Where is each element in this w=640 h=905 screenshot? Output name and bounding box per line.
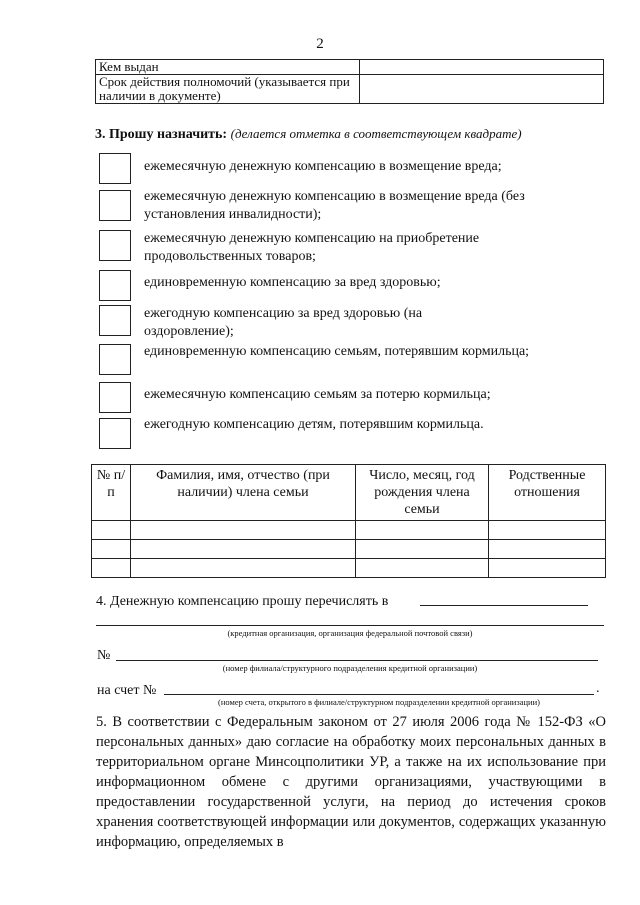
table-row <box>96 75 604 104</box>
account-caption: (номер счета, открытого в филиале/структурном подразделении кредитной организации) <box>218 697 540 707</box>
table-row <box>92 540 606 559</box>
option-label: ежегодную компенсацию за вред здоровью (на оздоровление); <box>144 306 423 339</box>
bank-caption: (кредитная организация, организация федеральной почтовой связи) <box>227 628 473 638</box>
option-label: ежемесячную денежную компенсацию в возмещение вреда (без установления инвалидности); <box>144 189 525 222</box>
table-row <box>92 559 606 578</box>
bank-field[interactable] <box>420 605 588 606</box>
issuer-table <box>95 59 604 104</box>
col-full-name: Фамилия, имя, отчество (при наличии) члена семьи <box>131 465 356 521</box>
bank-field-line[interactable] <box>96 625 604 626</box>
option-checkbox[interactable] <box>99 418 131 449</box>
issued-by-label: Кем выдан <box>96 60 360 75</box>
account-number-field[interactable] <box>164 694 594 695</box>
table-cell[interactable] <box>356 521 489 540</box>
issued-by-value[interactable] <box>360 60 604 75</box>
section3-heading <box>95 126 522 143</box>
option-label: единовременную компенсацию семьям, потерявшим кормильца; <box>144 344 530 359</box>
validity-value[interactable] <box>360 75 604 104</box>
section3-hint: (делается отметка в соответствующем квадрате) <box>230 126 522 141</box>
col-birth-date: Число, месяц, год рождения члена семьи <box>356 465 489 521</box>
consent-paragraph: 5. В соответствии с Федеральным законом от 27 июля 2006 года № 152-ФЗ «О персональных данных» даю согласие на обработку моих персональных данных в территориальном органе Минсоцполитики УР, а также на их использование при информационном обмене с другими организациями, участвующими в предоставлении государственной услуги, на период до истечения сроков хранения соответствующей информации или документов, содержащих указанную информацию, определяемых в <box>96 714 606 850</box>
col-relationship: Родственные отношения <box>489 465 606 521</box>
table-cell[interactable] <box>92 521 131 540</box>
option-checkbox[interactable] <box>99 190 131 221</box>
option-checkbox[interactable] <box>99 305 131 336</box>
branch-number-field[interactable] <box>116 660 598 661</box>
table-cell[interactable] <box>92 559 131 578</box>
option-label: единовременную компенсацию за вред здоровью; <box>144 275 441 290</box>
table-cell[interactable] <box>489 521 606 540</box>
family-table <box>91 464 606 578</box>
col-number: № п/п <box>92 465 131 521</box>
option-label: ежемесячную денежную компенсацию в возмещение вреда; <box>144 159 502 174</box>
option-checkbox[interactable] <box>99 382 131 413</box>
table-cell[interactable] <box>131 559 356 578</box>
table-header-row <box>92 465 606 521</box>
option-label: ежемесячную компенсацию семьям за потерю кормильца; <box>144 387 491 402</box>
section3-title: 3. Прошу назначить: <box>95 127 228 142</box>
account-period: . <box>596 681 600 696</box>
account-label: на счет № <box>97 683 157 698</box>
table-cell[interactable] <box>356 559 489 578</box>
branch-caption: (номер филиала/структурного подразделения кредитной организации) <box>222 663 478 673</box>
validity-label: Срок действия полномочий (указывается при наличии в документе) <box>96 75 360 104</box>
section4-text: 4. Денежную компенсацию прошу перечислять в <box>96 594 389 609</box>
table-cell[interactable] <box>131 540 356 559</box>
option-label: ежемесячную денежную компенсацию на приобретение продовольственных товаров; <box>144 231 480 264</box>
page-number: 2 <box>316 36 324 52</box>
branch-number-label: № <box>97 648 111 663</box>
table-cell[interactable] <box>489 540 606 559</box>
table-cell[interactable] <box>92 540 131 559</box>
option-checkbox[interactable] <box>99 344 131 375</box>
table-row <box>96 60 604 75</box>
table-row <box>92 521 606 540</box>
option-label: ежегодную компенсацию детям, потерявшим кормильца. <box>144 417 484 432</box>
table-cell[interactable] <box>131 521 356 540</box>
option-checkbox[interactable] <box>99 270 131 301</box>
table-cell[interactable] <box>356 540 489 559</box>
option-checkbox[interactable] <box>99 153 131 184</box>
option-checkbox[interactable] <box>99 230 131 261</box>
table-cell[interactable] <box>489 559 606 578</box>
